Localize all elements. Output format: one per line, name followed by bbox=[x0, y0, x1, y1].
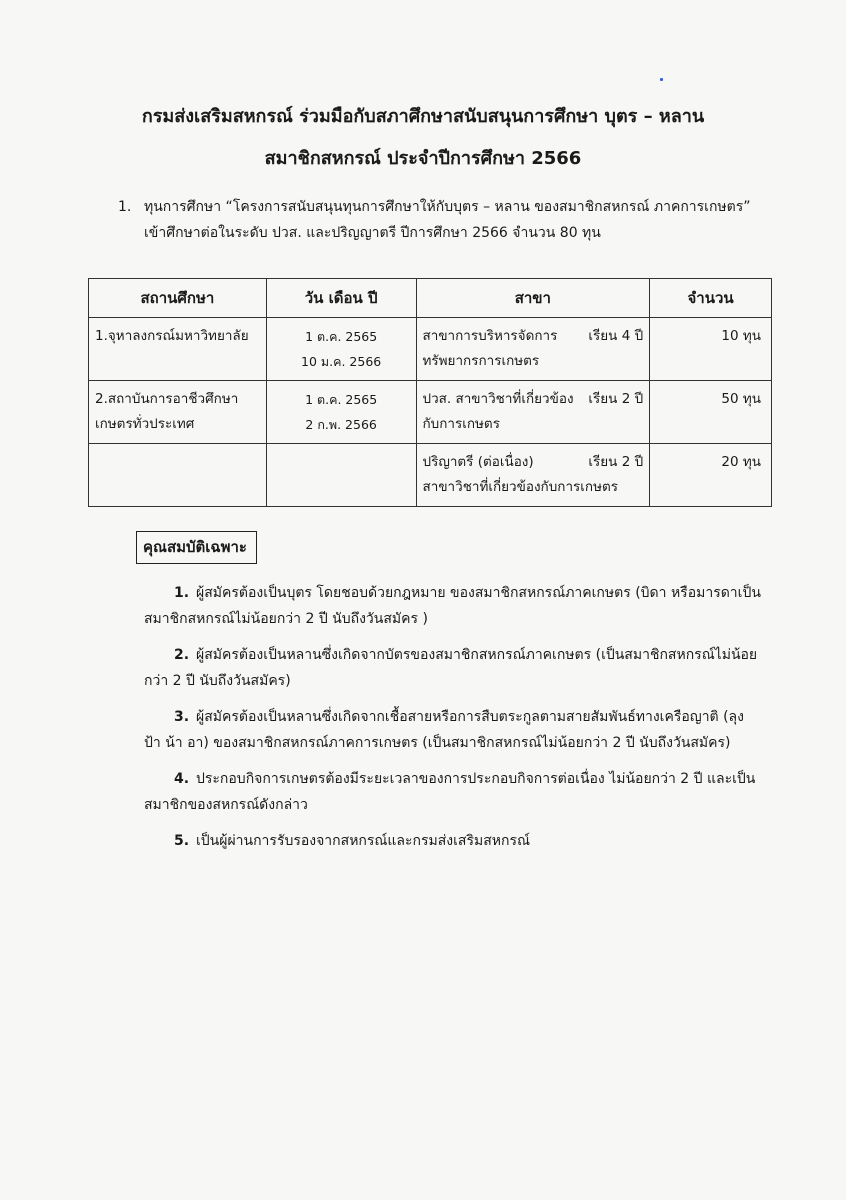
scholarship-table bbox=[88, 278, 772, 507]
qualification-item bbox=[144, 642, 764, 694]
document-title-line2: สมาชิกสหกรณ์ ประจำปีการศึกษา 2566 bbox=[264, 148, 582, 169]
cell-institution: 2.สถาบันการอาชีวศึกษาเกษตรทั่วประเทศ bbox=[89, 381, 267, 444]
intro-line1 bbox=[118, 194, 798, 220]
date-start: 1 ต.ค. 2565 bbox=[305, 392, 378, 407]
qualification-item bbox=[144, 766, 764, 818]
header-institution: สถานศึกษา bbox=[89, 279, 267, 318]
cell-amount: 50 ทุน bbox=[650, 381, 772, 444]
major-line1 bbox=[423, 450, 644, 475]
cell-date bbox=[266, 381, 416, 444]
major-name: ปริญาตรี (ต่อเนื่อง) bbox=[422, 454, 534, 470]
cell-major bbox=[416, 381, 650, 444]
date-start: 1 ต.ค. 2565 bbox=[305, 329, 378, 344]
cell-amount: 10 ทุน bbox=[650, 318, 772, 381]
qualification-text: ผู้สมัครต้องเป็นหลานซึ่งเกิดจากบัตรของสมาชิกสหกรณ์ภาคเกษตร (เป็นสมาชิกสหกรณ์ไม่น้อยกว่า 2 ปี นับถึงวันสมัคร) bbox=[144, 647, 758, 689]
cell-amount: 20 ทุน bbox=[650, 444, 772, 507]
table-row bbox=[89, 381, 772, 444]
intro-number: 1. bbox=[118, 199, 132, 215]
table-header-row bbox=[89, 279, 772, 318]
major-line1 bbox=[423, 387, 644, 412]
qualification-number: 4. bbox=[174, 771, 190, 787]
cell-date bbox=[266, 444, 416, 507]
intro-text-line1: ทุนการศึกษา “โครงการสนับสนุนทุนการศึกษาให้กับบุตร – หลาน ของสมาชิกสหกรณ์ ภาคการเกษตร” bbox=[144, 199, 751, 215]
qualification-number: 2. bbox=[174, 647, 190, 663]
qualification-item bbox=[144, 580, 764, 632]
major-line2: กับการเกษตร bbox=[422, 416, 500, 432]
cell-major bbox=[416, 444, 650, 507]
qualifications-heading: คุณสมบัติเฉพาะ bbox=[136, 531, 257, 564]
cell-date bbox=[266, 318, 416, 381]
major-duration: เรียน 2 ปี bbox=[588, 454, 644, 470]
date-end: 10 ม.ค. 2566 bbox=[301, 354, 382, 369]
qualification-number: 3. bbox=[174, 709, 190, 725]
intro-paragraph bbox=[118, 194, 798, 246]
document-title-line1: กรมส่งเสริมสหกรณ์ ร่วมมือกับสภาศึกษาสนับสนุนการศึกษา บุตร – หลาน bbox=[141, 106, 705, 127]
qualification-text: เป็นผู้ผ่านการรับรองจากสหกรณ์และกรมส่งเสริมสหกรณ์ bbox=[196, 833, 530, 849]
cell-institution bbox=[89, 444, 267, 507]
date-end: 2 ก.พ. 2566 bbox=[305, 417, 377, 432]
qualification-item bbox=[144, 828, 764, 854]
qualification-text: ผู้สมัครต้องเป็นบุตร โดยชอบด้วยกฎหมาย ของสมาชิกสหกรณ์ภาคเกษตร (บิดา หรือมารดาเป็นสมาชิกสหกรณ์ไม่น้อยกว่า 2 ปี นับถึงวันสมัคร ) bbox=[144, 585, 761, 627]
header-amount: จำนวน bbox=[650, 279, 772, 318]
qualification-number: 1. bbox=[174, 585, 190, 601]
qualifications-list bbox=[144, 580, 764, 864]
major-duration: เรียน 2 ปี bbox=[588, 391, 644, 407]
table-row bbox=[89, 318, 772, 381]
major-line2: สาขาวิชาที่เกี่ยวข้องกับการเกษตร bbox=[422, 479, 619, 495]
major-name: ปวส. สาขาวิชาที่เกี่ยวข้อง bbox=[422, 391, 574, 407]
qualification-text: ประกอบกิจการเกษตรต้องมีระยะเวลาของการประกอบกิจการต่อเนื่อง ไม่น้อยกว่า 2 ปี และเป็นสมาชิกของสหกรณ์ดังกล่าว bbox=[144, 771, 756, 813]
header-major: สาขา bbox=[416, 279, 650, 318]
major-line2: ทรัพยากรการเกษตร bbox=[422, 353, 540, 369]
cell-institution: 1.จุหาลงกรณ์มหาวิทยาลัย bbox=[89, 318, 267, 381]
major-duration: เรียน 4 ปี bbox=[588, 328, 644, 344]
qualification-text: ผู้สมัครต้องเป็นหลานซึ่งเกิดจากเชื้อสายหรือการสืบตระกูลตามสายสัมพันธ์ทางเครือญาติ (ลุง ป้า น้า อา) ของสมาชิกสหกรณ์ภาคการเกษตร (เป็นสมาชิกสหกรณ์ไม่น้อยกว่า 2 ปี นับถึงวันสมัคร) bbox=[144, 709, 744, 751]
table-row bbox=[89, 444, 772, 507]
cell-major bbox=[416, 318, 650, 381]
scan-speck bbox=[660, 78, 663, 81]
qualification-number: 5. bbox=[174, 833, 190, 849]
major-line1 bbox=[423, 324, 644, 349]
major-name: สาขาการบริหารจัดการ bbox=[422, 328, 558, 344]
qualification-item bbox=[144, 704, 764, 756]
intro-text-line2: เข้าศึกษาต่อในระดับ ปวส. และปริญญาตรี ปีการศึกษา 2566 จำนวน 80 ทุน bbox=[144, 225, 601, 241]
header-date: วัน เดือน ปี bbox=[266, 279, 416, 318]
